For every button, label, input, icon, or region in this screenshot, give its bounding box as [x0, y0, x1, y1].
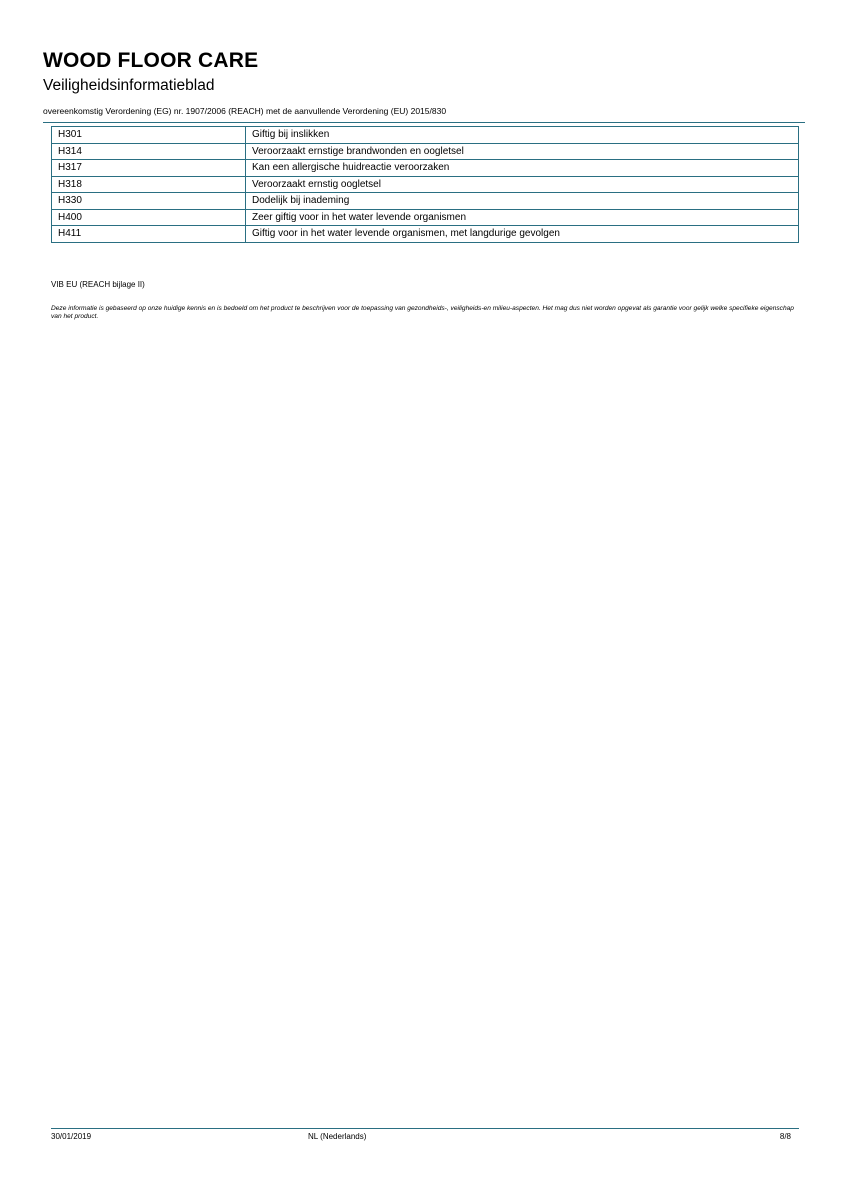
hazard-statements-table [51, 126, 799, 243]
table-row [52, 209, 799, 226]
hazard-text: Veroorzaakt ernstig oogletsel [246, 176, 799, 193]
hazard-code: H301 [52, 127, 246, 144]
footer-date: 30/01/2019 [51, 1132, 92, 1141]
hazard-text: Giftig bij inslikken [246, 127, 799, 144]
table-row [52, 160, 799, 177]
footer-divider [51, 1128, 799, 1129]
table-row [52, 193, 799, 210]
table-row [52, 176, 799, 193]
disclaimer-text: Deze informatie is gebaseerd op onze huidige kennis en is bedoeld om het product te beschrijven voor de toepassing van gezondheids-, veiligheids-en milieu-aspecten. Het mag dus niet worden opgevat als garantie voor gelijk welke specifieke eigenschap van het product. [51, 305, 794, 320]
hazard-code: H400 [52, 209, 246, 226]
document-subtitle: Veiligheidsinformatieblad [43, 77, 215, 94]
hazard-code: H314 [52, 143, 246, 160]
header-divider [43, 122, 805, 123]
hazard-text: Zeer giftig voor in het water levende organismen [246, 209, 799, 226]
hazard-code: H411 [52, 226, 246, 243]
regulation-reference: overeenkomstig Verordening (EG) nr. 1907/2006 (REACH) met de aanvullende Verordening (EU) 2015/830 [43, 106, 447, 116]
hazard-code: H318 [52, 176, 246, 193]
hazard-code: H317 [52, 160, 246, 177]
footer-page-number: 8/8 [779, 1132, 791, 1141]
sds-reference: VIB EU (REACH bijlage II) [51, 280, 145, 289]
table-row [52, 226, 799, 243]
hazard-code: H330 [52, 193, 246, 210]
hazard-text: Giftig voor in het water levende organismen, met langdurige gevolgen [246, 226, 799, 243]
footer-language: NL (Nederlands) [308, 1132, 367, 1141]
table-row [52, 143, 799, 160]
document-title: WOOD FLOOR CARE [43, 49, 259, 72]
hazard-text: Kan een allergische huidreactie veroorzaken [246, 160, 799, 177]
table-row [52, 127, 799, 144]
hazard-text: Veroorzaakt ernstige brandwonden en oogletsel [246, 143, 799, 160]
hazard-text: Dodelijk bij inademing [246, 193, 799, 210]
